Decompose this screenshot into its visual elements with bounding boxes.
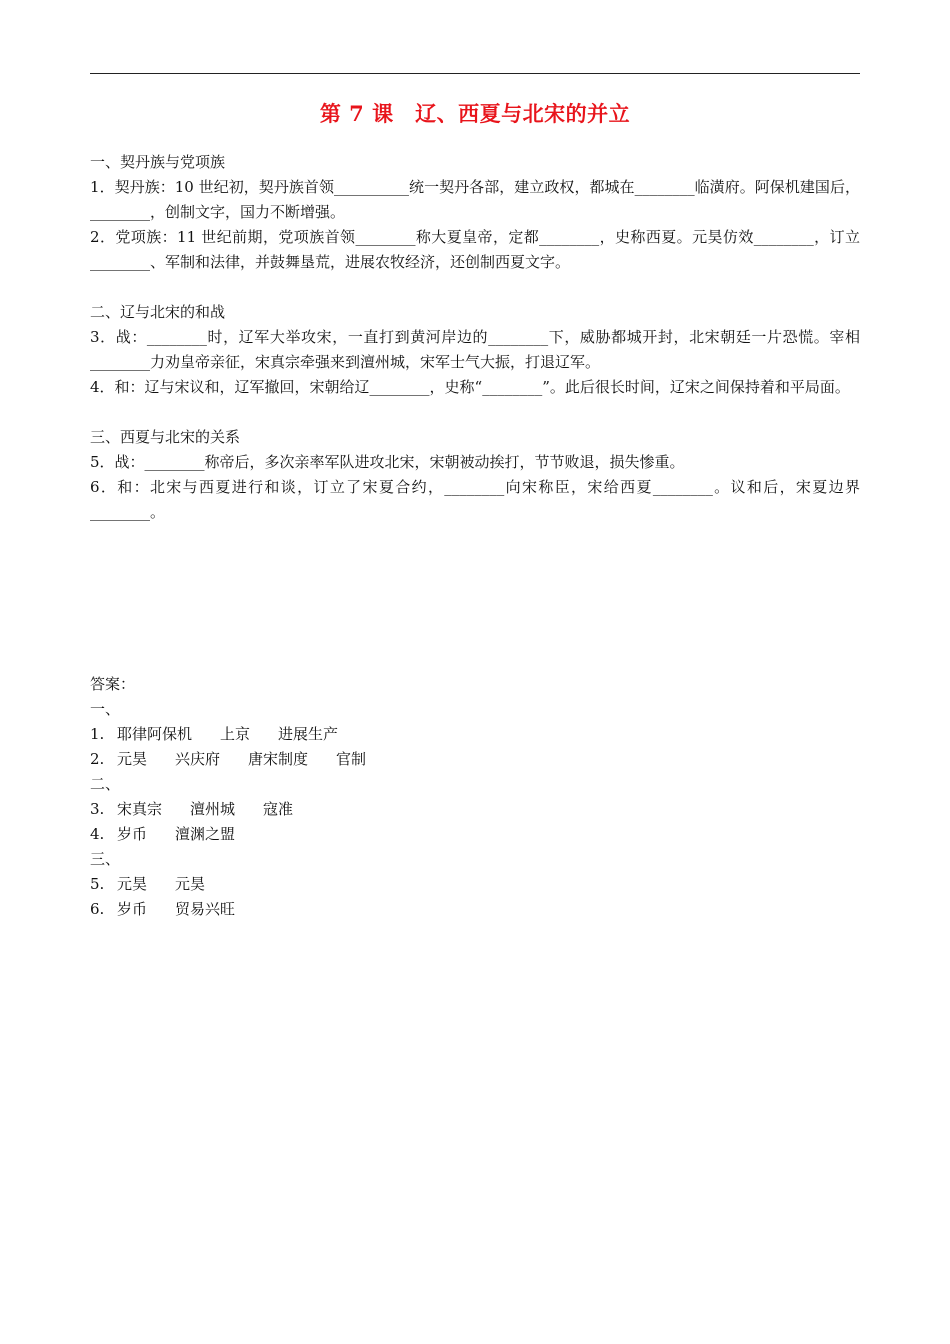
answer-number: 5. xyxy=(90,875,105,893)
question-6: 6．和：北宋与西夏进行和谈，订立了宋夏合约，________向宋称臣，宋给西夏________。议和后，宋夏边界________。 xyxy=(90,478,860,521)
answer-item: 元昊 xyxy=(117,875,148,893)
answer-item: 宋真宗 xyxy=(117,800,163,818)
answer-item: 岁币 xyxy=(117,825,148,843)
answer-number: 1. xyxy=(90,725,105,743)
page-title: 第 7 课 辽、西夏与北宋的并立 xyxy=(319,101,631,126)
answer-item: 澶渊之盟 xyxy=(175,825,236,843)
answer-item: 澶州城 xyxy=(190,800,236,818)
answer-number: 4. xyxy=(90,825,105,843)
answer-item: 元昊 xyxy=(117,750,148,768)
answer-row xyxy=(90,872,690,897)
answer-group-label: 一、 xyxy=(90,700,121,718)
answer-group-label: 三、 xyxy=(90,850,121,868)
answer-key xyxy=(90,672,690,922)
answer-item: 贸易兴旺 xyxy=(175,900,236,918)
question-1: 1．契丹族：10 世纪初，契丹族首领__________统一契丹各部，建立政权，都城在________临潢府。阿保机建国后，________，创制文字，国力不断增强。 xyxy=(90,178,860,221)
answer-row xyxy=(90,822,690,847)
answer-item: 唐宋制度 xyxy=(248,750,309,768)
answer-item: 岁币 xyxy=(117,900,148,918)
answer-number: 2. xyxy=(90,750,105,768)
answer-item: 官制 xyxy=(336,750,367,768)
section-heading-1: 一、契丹族与党项族 xyxy=(90,153,226,171)
answer-row xyxy=(90,722,690,747)
top-rule xyxy=(90,73,860,74)
worksheet-body xyxy=(90,150,860,525)
answer-row xyxy=(90,897,690,922)
question-5: 5．战：________称帝后，多次亲率军队进攻北宋，宋朝被动挨打，节节败退，损失惨重。 xyxy=(90,453,685,471)
answer-item: 元昊 xyxy=(175,875,206,893)
answer-groups xyxy=(90,697,690,922)
question-3: 3．战：________时，辽军大举攻宋，一直打到黄河岸边的________下，威胁都城开封，北宋朝廷一片恐慌。宰相________力劝皇帝亲征，宋真宗牵强来到澶州城，宋军士气大振，打退辽军。 xyxy=(90,328,860,371)
answer-number: 3. xyxy=(90,800,105,818)
answer-row xyxy=(90,747,690,772)
answers-heading: 答案： xyxy=(90,675,136,693)
answer-item: 兴庆府 xyxy=(175,750,221,768)
answer-number: 6. xyxy=(90,900,105,918)
section-heading-2: 二、辽与北宋的和战 xyxy=(90,303,226,321)
answer-row xyxy=(90,797,690,822)
answer-item: 耶律阿保机 xyxy=(117,725,193,743)
answer-group-label: 二、 xyxy=(90,775,121,793)
answer-item: 进展生产 xyxy=(278,725,339,743)
question-2: 2．党项族：11 世纪前期，党项族首领________称大夏皇帝，定都________，史称西夏。元昊仿效________，订立________、军制和法律，并鼓舞垦荒，进展农牧经济，还创制西夏文字。 xyxy=(90,228,860,271)
answer-item: 寇准 xyxy=(263,800,294,818)
question-4: 4．和：辽与宋议和，辽军撤回，宋朝给辽________，史称“________”。此后很长时间，辽宋之间保持着和平局面。 xyxy=(90,378,850,396)
section-heading-3: 三、西夏与北宋的关系 xyxy=(90,428,241,446)
answer-item: 上京 xyxy=(220,725,251,743)
